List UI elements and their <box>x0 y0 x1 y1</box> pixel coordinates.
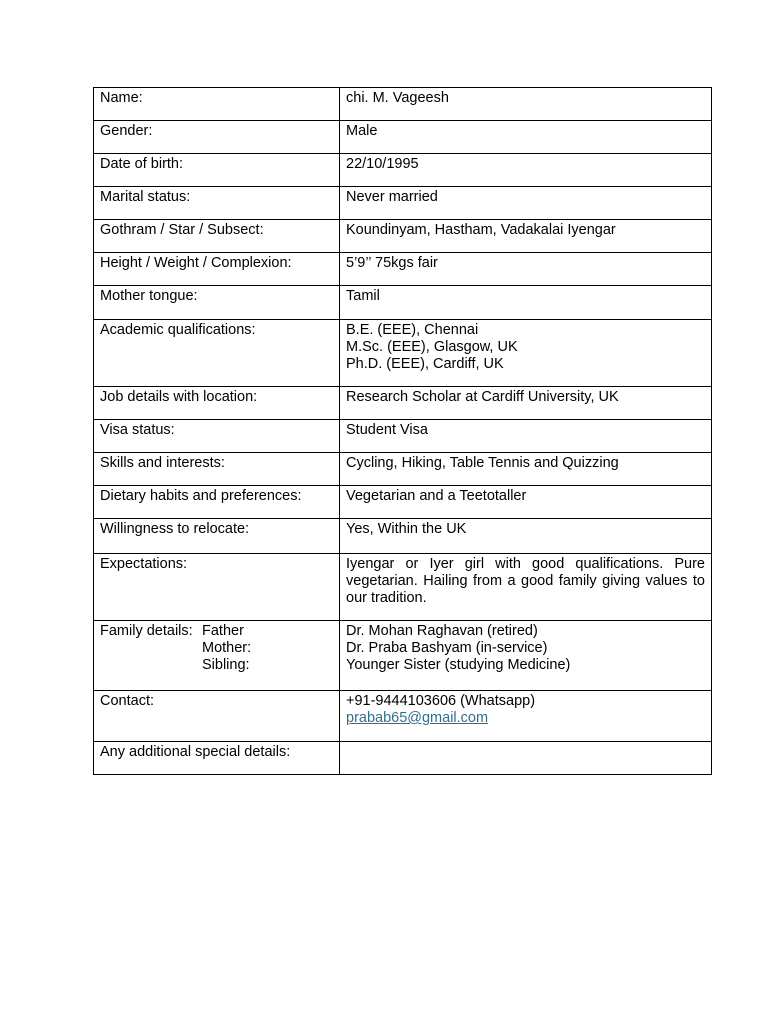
family-prefix: Family details: <box>100 623 193 639</box>
table-row <box>94 519 712 554</box>
row-label: Job details with location: <box>94 387 340 420</box>
row-value: Male <box>340 121 712 154</box>
row-value <box>340 320 712 387</box>
row-label: Any additional special details: <box>94 742 340 775</box>
row-value: Tamil <box>340 286 712 320</box>
row-value: Koundinyam, Hastham, Vadakalai Iyengar <box>340 220 712 253</box>
row-label: Dietary habits and preferences: <box>94 486 340 519</box>
row-label: Expectations: <box>94 554 340 621</box>
table-row <box>94 286 712 320</box>
table-row <box>94 691 712 742</box>
row-label: Marital status: <box>94 187 340 220</box>
table-row <box>94 742 712 775</box>
row-value <box>340 621 712 691</box>
table-row <box>94 387 712 420</box>
row-value: Cycling, Hiking, Table Tennis and Quizzing <box>340 453 712 486</box>
qualification-line: Ph.D. (EEE), Cardiff, UK <box>346 356 504 372</box>
row-value <box>340 691 712 742</box>
qualification-line: B.E. (EEE), Chennai <box>346 322 479 338</box>
table-row <box>94 554 712 621</box>
row-label: Visa status: <box>94 420 340 453</box>
contact-email-link[interactable]: prabab65@gmail.com <box>346 710 489 726</box>
family-line: Younger Sister (studying Medicine) <box>346 657 571 673</box>
row-label: Mother tongue: <box>94 286 340 320</box>
row-label: Willingness to relocate: <box>94 519 340 554</box>
row-label: Gothram / Star / Subsect: <box>94 220 340 253</box>
family-line: Dr. Praba Bashyam (in-service) <box>346 640 548 656</box>
row-value: 5’9’’ 75kgs fair <box>340 253 712 286</box>
row-label <box>94 621 340 691</box>
family-label-mother: Mother: <box>202 640 252 656</box>
row-value: Iyengar or Iyer girl with good qualifications. Pure vegetarian. Hailing from a good family giving values to our tradition. <box>340 554 712 621</box>
row-value: 22/10/1995 <box>340 154 712 187</box>
table-row <box>94 486 712 519</box>
table-row <box>94 420 712 453</box>
family-label-sibling: Sibling: <box>202 657 250 673</box>
table-row <box>94 121 712 154</box>
table-row <box>94 453 712 486</box>
row-value: Vegetarian and a Teetotaller <box>340 486 712 519</box>
table-row <box>94 88 712 121</box>
table-row <box>94 154 712 187</box>
table-row <box>94 220 712 253</box>
contact-phone: +91-9444103606 (Whatsapp) <box>346 693 536 709</box>
table-row <box>94 253 712 286</box>
row-label: Height / Weight / Complexion: <box>94 253 340 286</box>
row-value <box>340 742 712 775</box>
row-value: Yes, Within the UK <box>340 519 712 554</box>
row-value: Student Visa <box>340 420 712 453</box>
row-label: Skills and interests: <box>94 453 340 486</box>
table-row <box>94 320 712 387</box>
row-label: Gender: <box>94 121 340 154</box>
profile-table <box>93 87 712 775</box>
family-labels <box>100 623 333 674</box>
family-line: Dr. Mohan Raghavan (retired) <box>346 623 538 639</box>
row-label: Contact: <box>94 691 340 742</box>
table-row <box>94 621 712 691</box>
row-label: Name: <box>94 88 340 121</box>
row-value: chi. M. Vageesh <box>340 88 712 121</box>
row-label: Academic qualifications: <box>94 320 340 387</box>
table-row <box>94 187 712 220</box>
qualification-line: M.Sc. (EEE), Glasgow, UK <box>346 339 518 355</box>
row-value: Never married <box>340 187 712 220</box>
family-label-father: Father <box>202 623 244 639</box>
row-label: Date of birth: <box>94 154 340 187</box>
row-value: Research Scholar at Cardiff University, UK <box>340 387 712 420</box>
